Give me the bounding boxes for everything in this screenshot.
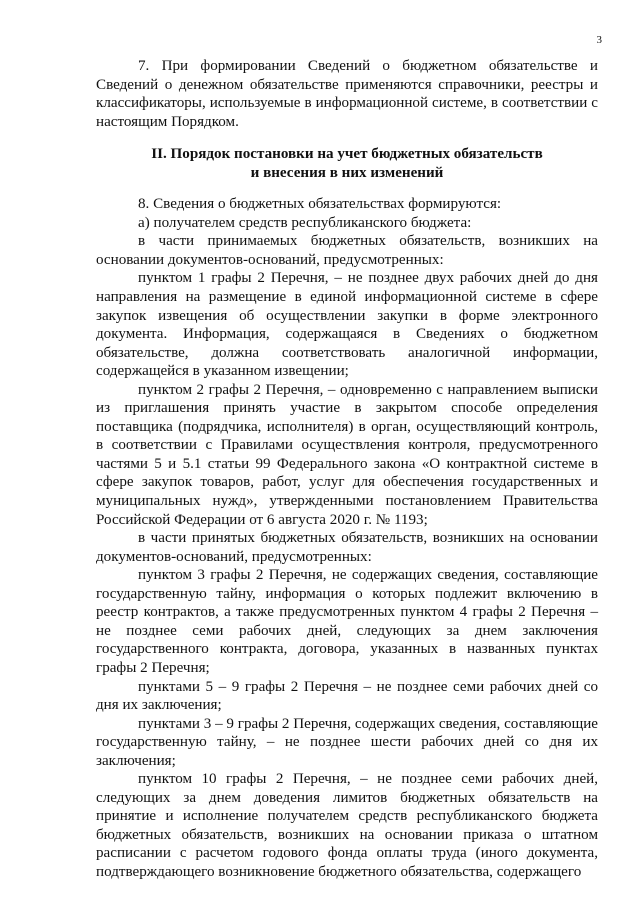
paragraph-point-1: пунктом 1 графы 2 Перечня, – не позднее двух рабочих дней до дня направления на размещение в единой информационной системе в сфере закупок извещения об осуществлении закупки в форме электронного документа. Информация, содержащаяся в Сведениях о бюджетном обязательстве, должна соответствовать аналогичной информации, содержащейся в указанном извещении; (96, 270, 598, 380)
paragraph-points-5-9: пунктами 5 – 9 графы 2 Перечня – не позднее семи рабочих дней со дня их заключения; (96, 678, 598, 714)
paragraph-points-3-9: пунктами 3 – 9 графы 2 Перечня, содержащих сведения, составляющие государственную тайну, – не позднее шести рабочих дней со дня их заключения; (96, 715, 598, 769)
section-heading-line-2: и внесения в них изменений (250, 164, 444, 181)
paragraph-taken-obligations: в части принятых бюджетных обязательств, возникших на основании документов-оснований, предусмотренных: (96, 530, 598, 565)
paragraph-accepted-obligations: в части принимаемых бюджетных обязательств, возникших на основании документов-оснований, предусмотренных: (96, 233, 598, 268)
paragraph-item-7: 7. При формировании Сведений о бюджетном обязательстве и Сведений о денежном обязательстве применяются справочники, реестры и классификаторы, используемые в информационной системе, в соответствии с настоящим Порядком. (96, 58, 598, 130)
paragraph-point-10: пунктом 10 графы 2 Перечня, – не позднее семи рабочих дней, следующих за днем доведения лимитов бюджетных обязательств на принятие и исполнение получателем средств республиканского бюджета бюджетных обязательств, возникших на основании приказа о штатном расписании с расчетом годового фонда оплаты труда (иного документа, подтверждающего возникновение бюджетного обязательства, содержащего (96, 771, 598, 880)
section-heading-line-1: II. Порядок постановки на учет бюджетных обязательств (151, 146, 543, 163)
page-number: 3 (596, 34, 602, 46)
paragraph-point-2: пунктом 2 графы 2 Перечня, – одновременно с направлением выписки из приглашения принять участие в закрытом способе определения поставщика (подрядчика, исполнителя) в орган, осуществляющий контроль, в соответствии с Правилами осуществления контроля, предусмотренного частями 5 и 5.1 статьи 99 Федерального закона «О контрактной системе в сфере закупок товаров, работ, услуг для обеспечения государственных и муниципальных нужд», утвержденными постановлением Правительства Российской Федерации от 6 августа 2020 г. № 1193; (96, 381, 598, 528)
paragraph-subitem-a: а) получателем средств республиканского бюджета: (138, 214, 472, 231)
section-heading (96, 145, 598, 182)
paragraph-point-3: пунктом 3 графы 2 Перечня, не содержащих сведения, составляющие государственную тайну, информация о которых подлежит включению в реестр контрактов, а также предусмотренных пунктом 4 графы 2 Перечня – не позднее семи рабочих дней, следующих за днем заключения государственного контракта, договора, указанных в названных пунктах графы 2 Перечня; (96, 567, 598, 676)
paragraph-item-8: 8. Сведения о бюджетных обязательствах формируются: (138, 196, 502, 213)
document-body (96, 57, 598, 882)
